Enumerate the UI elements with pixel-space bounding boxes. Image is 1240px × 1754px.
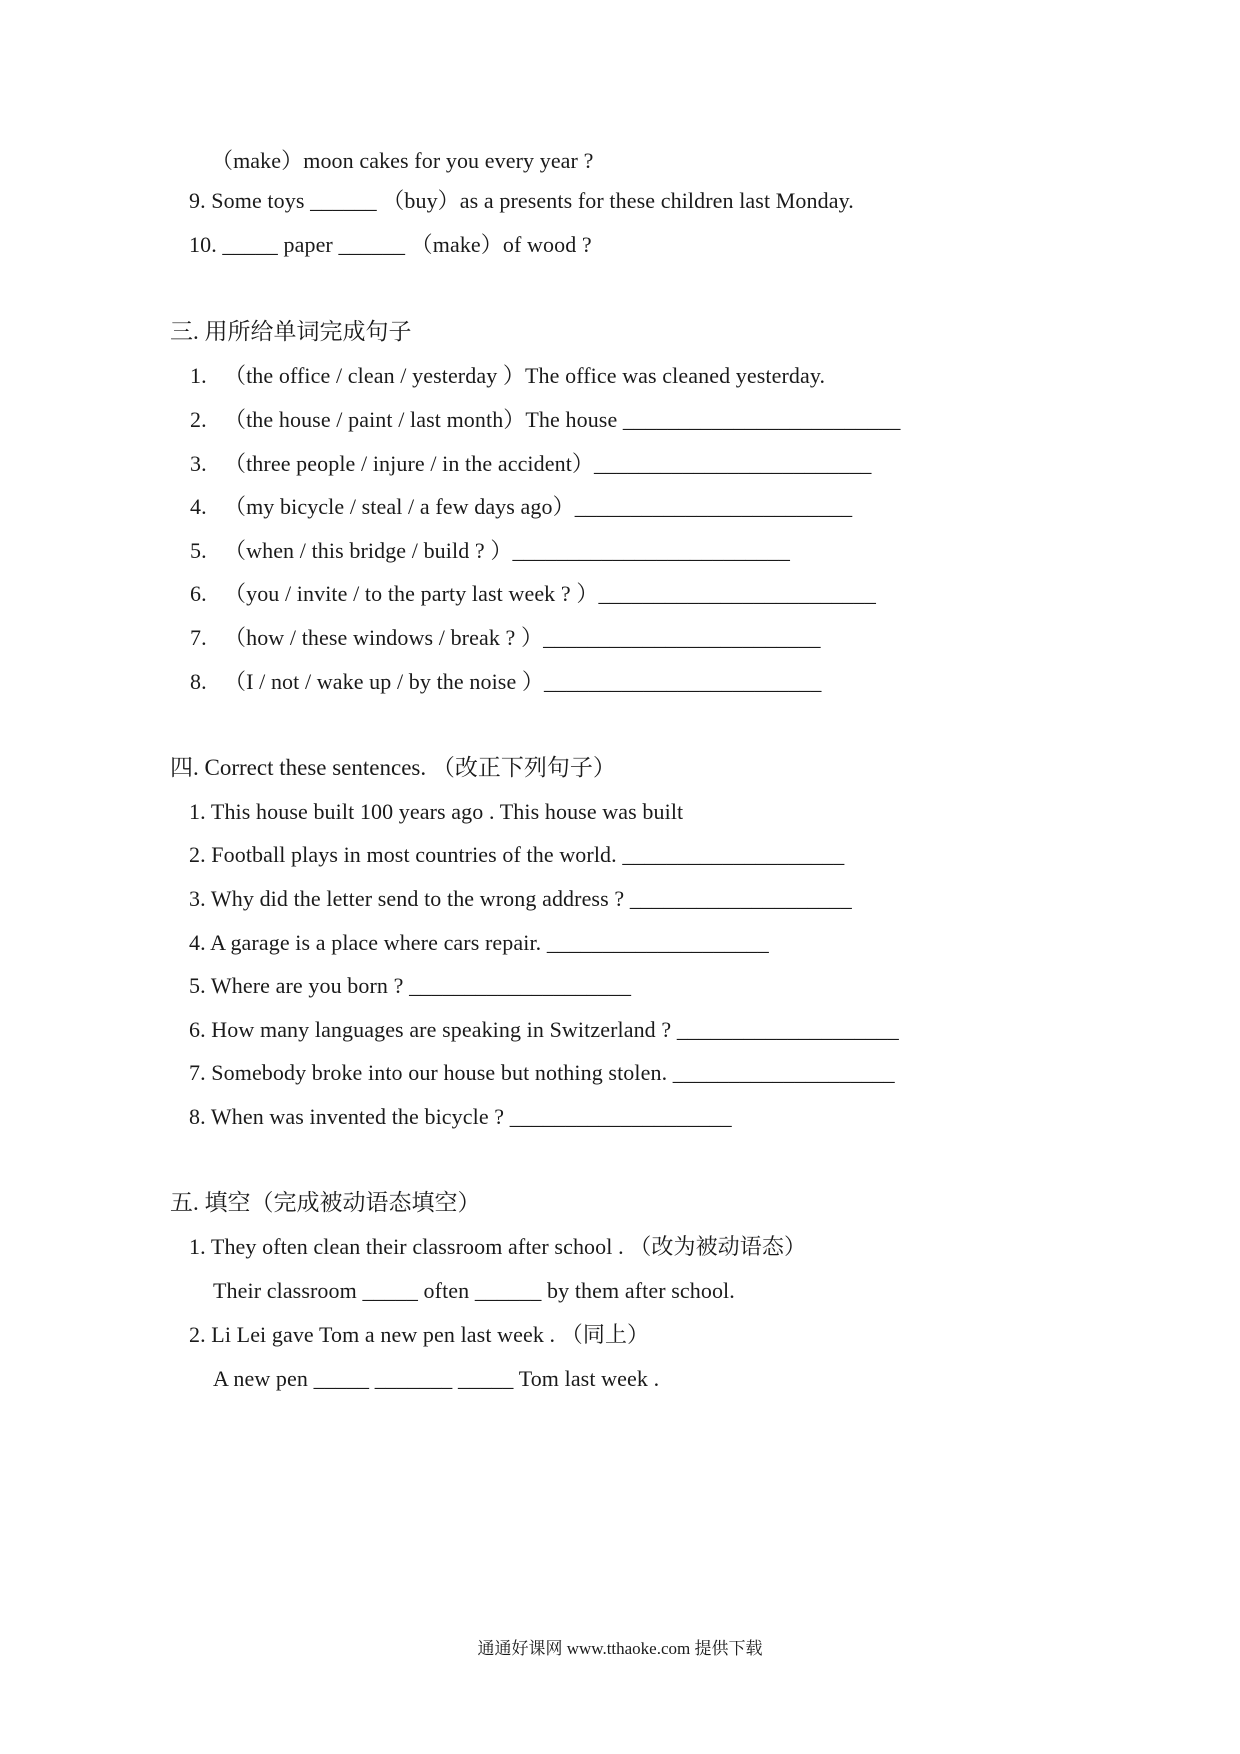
section3-item-text: （the office / clean / yesterday ）The office was cleaned yesterday.: [224, 363, 826, 388]
section4-item: 3. Why did the letter send to the wrong address ? ____________________: [189, 886, 852, 911]
section4-item: 1. This house built 100 years ago . This house was built: [189, 799, 684, 824]
section4-item: 8. When was invented the bicycle ? ____________________: [189, 1104, 732, 1129]
section3-title: 三. 用所给单词完成句子: [170, 319, 412, 344]
section5-item2-answer: A new pen _____ _______ _____ Tom last week .: [213, 1366, 660, 1391]
footer-download-note: 通通好课网 www.tthaoke.com 提供下载: [477, 1639, 763, 1658]
section3-item-text: （when / this bridge / build ? ）_________________________: [224, 538, 790, 563]
section4-item: 6. How many languages are speaking in Switzerland ? ____________________: [189, 1017, 899, 1042]
section3-item-text: （I / not / wake up / by the noise ）_________________________: [224, 669, 822, 694]
section4-title: 四. Correct these sentences. （改正下列句子）: [170, 755, 616, 780]
section4-item: 2. Football plays in most countries of the world. ____________________: [189, 842, 845, 867]
section3-item-number: 3.: [190, 451, 207, 476]
section5-title: 五. 填空（完成被动语态填空）: [170, 1190, 481, 1215]
section3-item-text: （you / invite / to the party last week ? ）_________________________: [224, 581, 876, 606]
section3-item-text: （the house / paint / last month）The house _________________________: [224, 407, 901, 432]
section3-item-number: 6.: [190, 581, 207, 606]
section3-item-number: 1.: [190, 363, 207, 388]
section3-item-number: 8.: [190, 669, 207, 694]
section3-item-number: 5.: [190, 538, 207, 563]
section2-item8-continuation: （make）moon cakes for you every year ?: [211, 148, 594, 173]
section5-item1-answer: Their classroom _____ often ______ by them after school.: [213, 1278, 735, 1303]
section4-item: 4. A garage is a place where cars repair. ____________________: [189, 930, 769, 955]
section3-item-number: 4.: [190, 494, 207, 519]
section4-item: 7. Somebody broke into our house but nothing stolen. ____________________: [189, 1060, 895, 1085]
section3-item-number: 2.: [190, 407, 207, 432]
section5-item1-prompt: 1. They often clean their classroom after school . （改为被动语态）: [189, 1234, 807, 1259]
section3-item-text: （how / these windows / break ? ）_________________________: [224, 625, 821, 650]
section2-item9: 9. Some toys ______ （buy）as a presents for these children last Monday.: [189, 188, 854, 213]
section3-item-number: 7.: [190, 625, 207, 650]
section3-item-text: （my bicycle / steal / a few days ago）_________________________: [224, 494, 853, 519]
section4-item: 5. Where are you born ? ____________________: [189, 973, 632, 998]
section3-item-text: （three people / injure / in the accident）_________________________: [224, 451, 872, 476]
section2-item10: 10. _____ paper ______ （make）of wood ?: [189, 232, 592, 257]
section5-item2-prompt: 2. Li Lei gave Tom a new pen last week . （同上）: [189, 1322, 650, 1347]
